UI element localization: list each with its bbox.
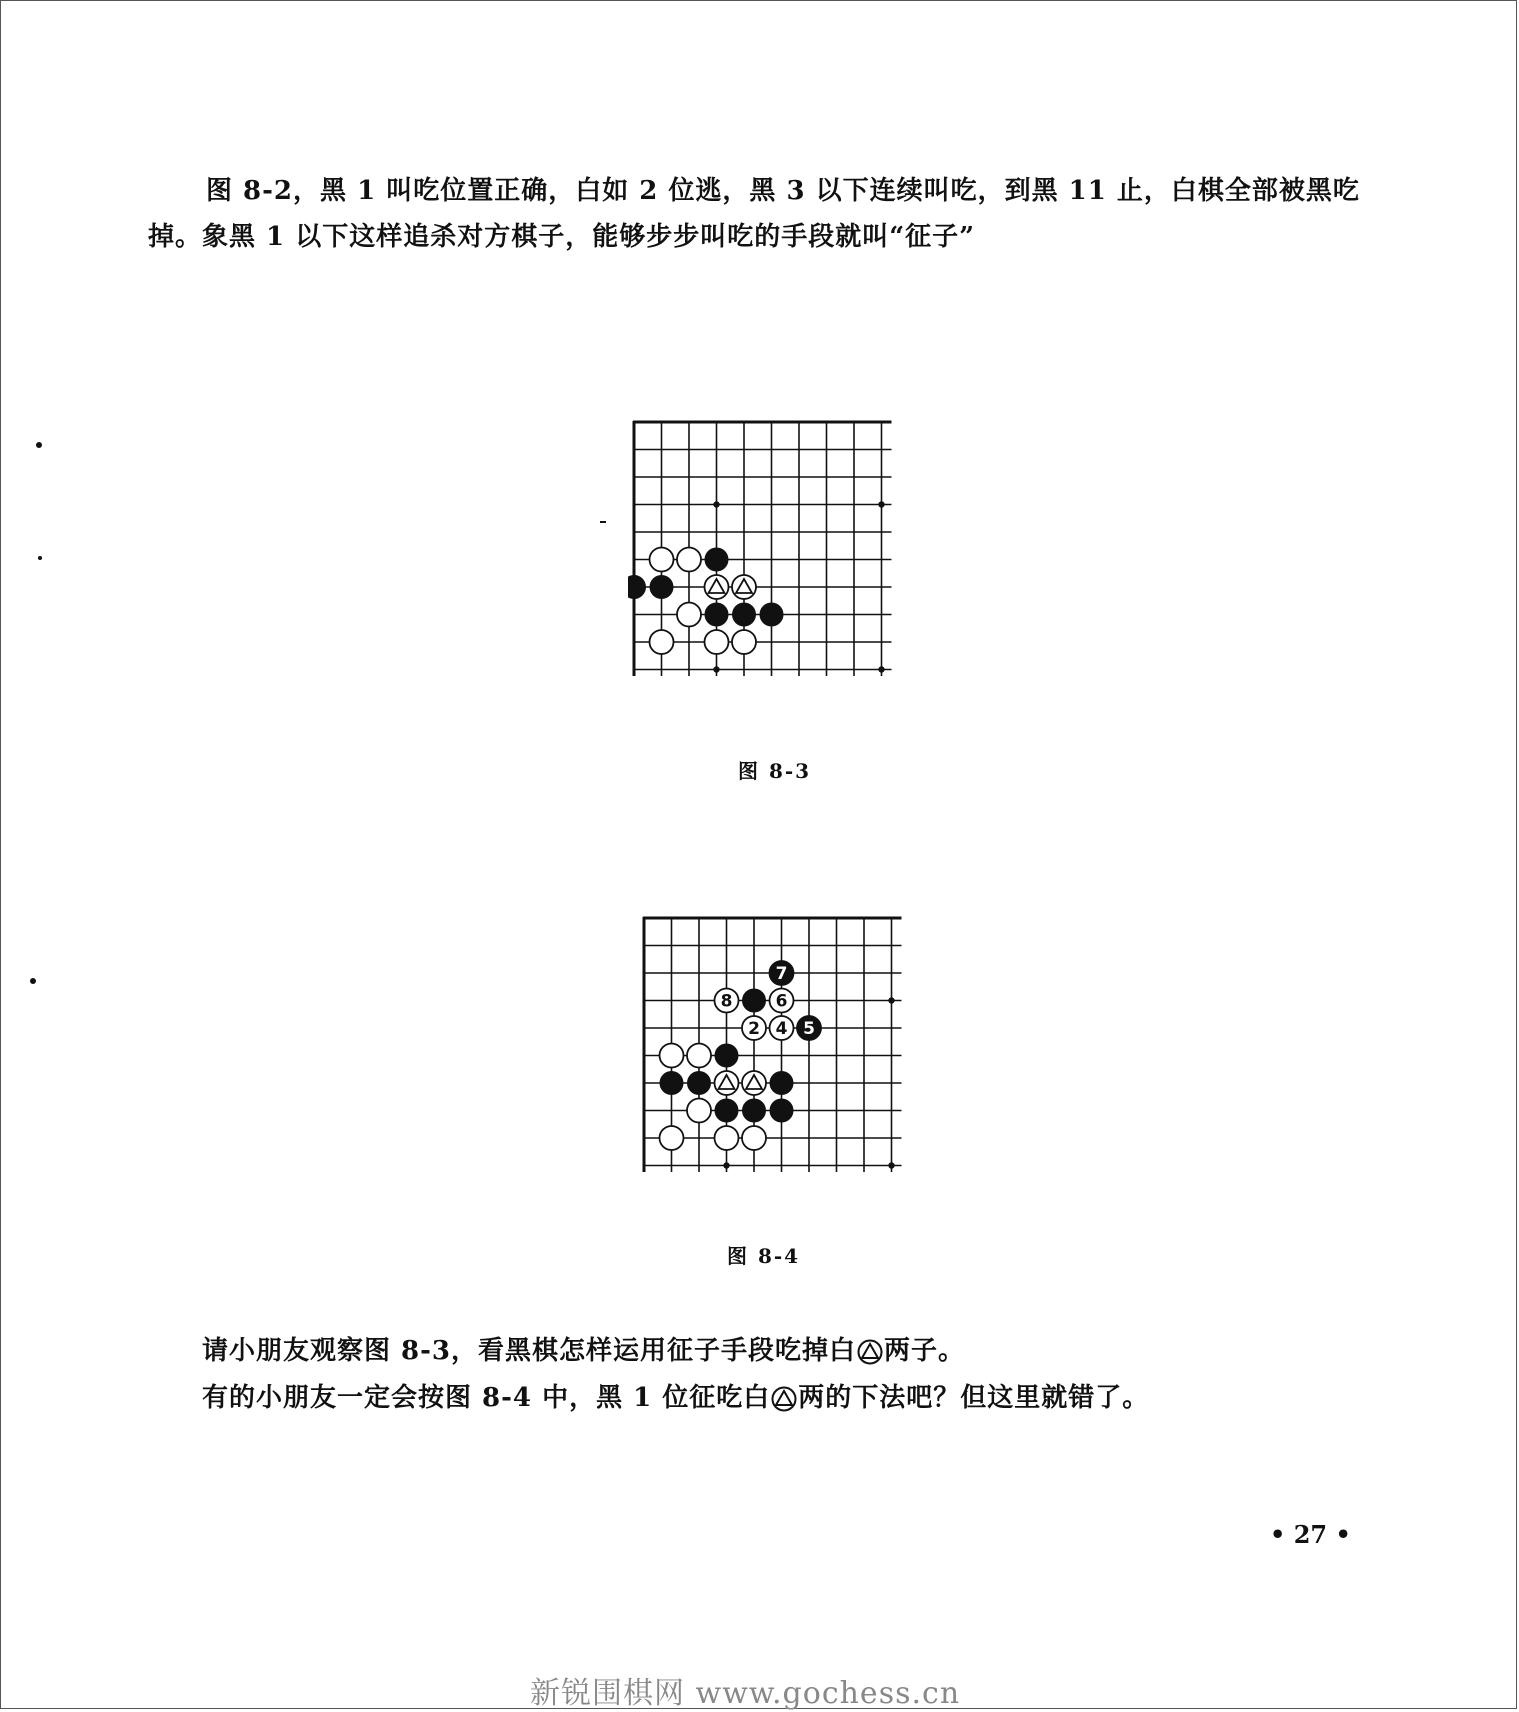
watermark: 新锐围棋网 www.gochess.cn	[530, 1676, 961, 1711]
black-stone	[715, 1099, 739, 1123]
go-board-figure-8-4	[638, 914, 908, 1172]
star-point	[878, 501, 884, 507]
white-stone	[732, 630, 756, 654]
black-stone	[732, 603, 756, 627]
white-stone	[687, 1099, 711, 1123]
page-number: • 27 •	[1270, 1520, 1351, 1549]
white-stone	[650, 630, 674, 654]
white-stone	[660, 1126, 684, 1150]
star-point	[888, 997, 894, 1003]
move-number-label: 2	[748, 1019, 760, 1039]
black-stone	[687, 1071, 711, 1095]
star-point	[713, 501, 719, 507]
black-stone	[705, 603, 729, 627]
scan-speck	[30, 978, 36, 984]
move-number-label: 5	[803, 1019, 815, 1039]
figure-8-4-caption: 图 8-4	[727, 1244, 801, 1268]
white-stone	[687, 1044, 711, 1068]
go-board-figure-8-3	[628, 418, 898, 676]
move-number-label: 8	[720, 991, 733, 1012]
scan-speck	[600, 521, 606, 523]
white-stone	[660, 1044, 684, 1068]
star-point	[878, 666, 884, 672]
black-stone	[628, 575, 646, 599]
white-stone	[677, 603, 701, 627]
black-stone	[715, 1044, 739, 1068]
triangle-marked-stone-icon	[857, 1339, 883, 1365]
white-stone	[705, 630, 729, 654]
move-number-label: 4	[775, 1019, 788, 1039]
figure-8-3-caption: 图 8-3	[738, 759, 812, 783]
black-stone	[650, 575, 674, 599]
move-number-label: 7	[775, 964, 788, 984]
move-number-label: 6	[775, 991, 788, 1012]
black-stone	[760, 603, 784, 627]
intro-line-1: 图 8-2，黑 1 叫吃位置正确，白如 2 位逃，黑 3 以下连续叫吃，到黑 11 止，白棋全部被黑吃	[206, 176, 1360, 206]
black-stone	[742, 1099, 766, 1123]
scan-speck	[38, 556, 42, 560]
white-stone	[715, 1126, 739, 1150]
body-line-2-text-a: 有的小朋友一定会按图 8-4 中，黑 1 位征吃白	[202, 1383, 771, 1413]
body-line-2-text-b: 两的下法吧？但这里就错了。	[798, 1383, 1150, 1413]
white-stone	[677, 548, 701, 572]
scan-speck	[36, 442, 42, 448]
black-stone	[770, 1099, 794, 1123]
black-stone	[770, 1071, 794, 1095]
intro-paragraph	[148, 168, 1360, 260]
star-point	[888, 1162, 894, 1168]
black-stone	[705, 548, 729, 572]
triangle-marked-stone-icon	[771, 1386, 797, 1412]
star-point	[713, 666, 719, 672]
white-stone	[742, 1126, 766, 1150]
body-line-1-text-a: 请小朋友观察图 8-3，看黑棋怎样运用征子手段吃掉白	[202, 1336, 857, 1366]
black-stone	[742, 989, 766, 1013]
intro-line-2: 掉。象黑 1 以下这样追杀对方棋子，能够步步叫吃的手段就叫“征子”	[148, 222, 976, 252]
star-point	[723, 1162, 729, 1168]
white-stone	[650, 548, 674, 572]
body-line-2	[202, 1377, 1149, 1414]
body-line-1	[202, 1330, 965, 1367]
body-line-1-text-b: 两子。	[884, 1336, 966, 1366]
black-stone	[660, 1071, 684, 1095]
